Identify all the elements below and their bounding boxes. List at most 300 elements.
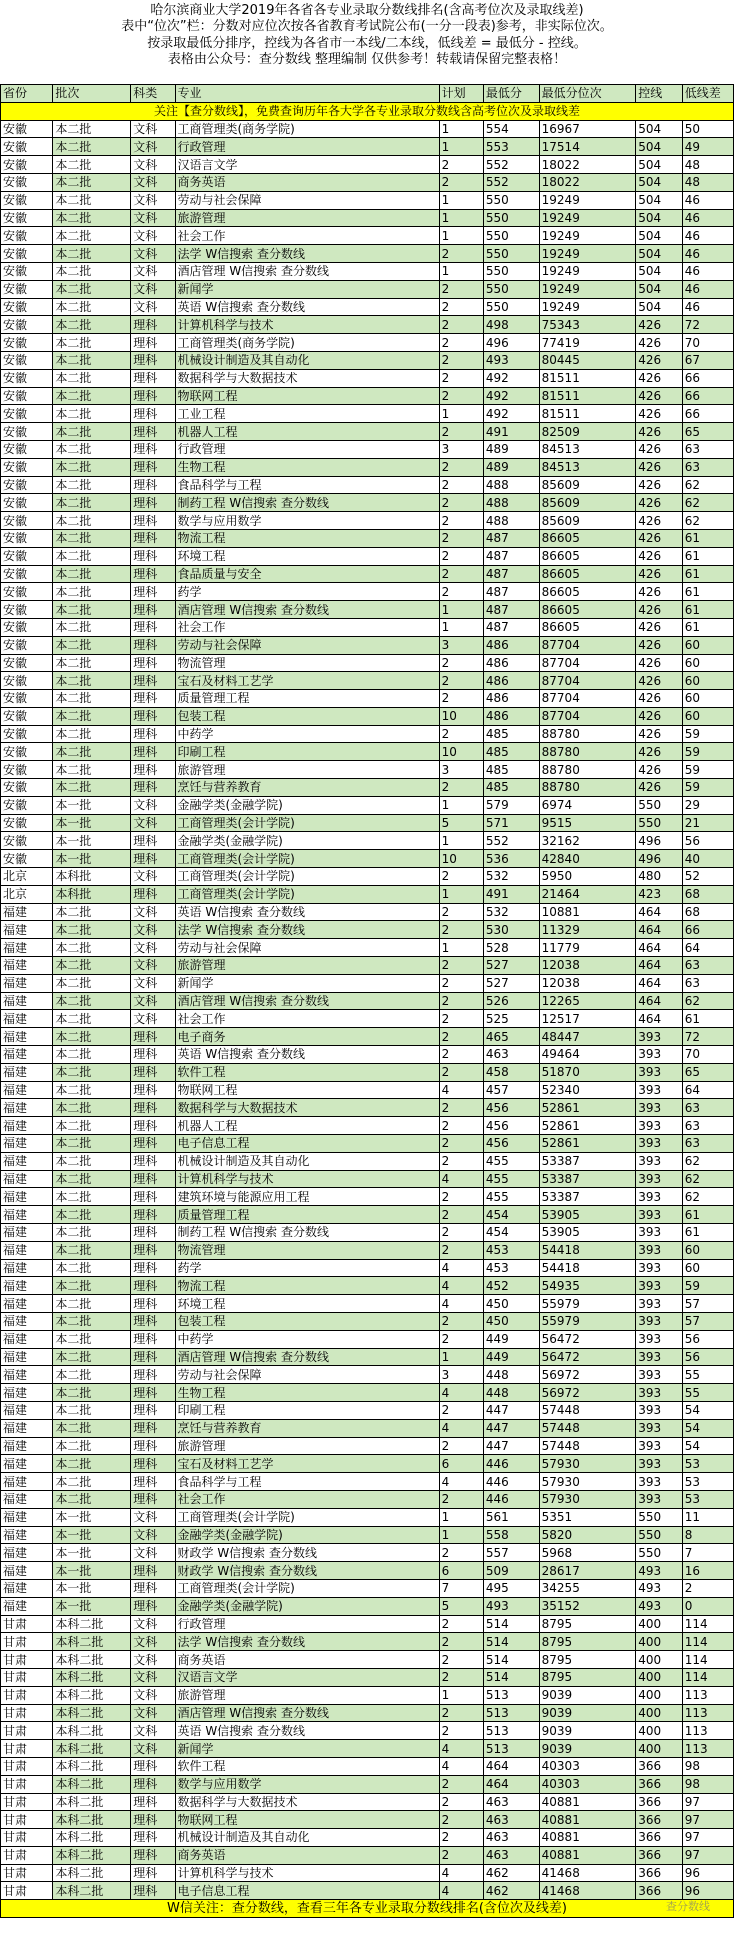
cell-province: 福建 xyxy=(1,1526,53,1544)
cell-major: 新闻学 xyxy=(175,280,439,298)
cell-plan: 2 xyxy=(439,690,483,708)
cell-line-diff: 8 xyxy=(682,1526,733,1544)
cell-batch: 本二批 xyxy=(53,1277,131,1295)
cell-major: 电子信息工程 xyxy=(175,1135,439,1153)
table-row xyxy=(1,405,734,423)
table-row xyxy=(1,423,734,441)
cell-control-line: 426 xyxy=(636,565,683,583)
cell-batch: 本二批 xyxy=(53,1295,131,1313)
cell-plan: 4 xyxy=(439,1259,483,1277)
cell-major: 数学与应用数学 xyxy=(175,1775,439,1793)
table-row xyxy=(1,1846,734,1864)
cell-control-line: 496 xyxy=(636,850,683,868)
cell-province: 福建 xyxy=(1,1224,53,1242)
cell-min-rank: 57930 xyxy=(539,1473,636,1491)
cell-category: 理科 xyxy=(131,636,175,654)
cell-min-rank: 12038 xyxy=(539,974,636,992)
cell-min-score: 447 xyxy=(483,1419,539,1437)
cell-plan: 4 xyxy=(439,1277,483,1295)
cell-min-score: 488 xyxy=(483,476,539,494)
cell-province: 安徽 xyxy=(1,636,53,654)
cell-control-line: 426 xyxy=(636,387,683,405)
cell-control-line: 504 xyxy=(636,191,683,209)
cell-min-score: 491 xyxy=(483,885,539,903)
cell-plan: 2 xyxy=(439,654,483,672)
cell-batch: 本二批 xyxy=(53,583,131,601)
cell-plan: 2 xyxy=(439,957,483,975)
cell-line-diff: 63 xyxy=(682,440,733,458)
cell-batch: 本二批 xyxy=(53,512,131,530)
cell-major: 法学 W信搜索 查分数线 xyxy=(175,1633,439,1651)
cell-category: 理科 xyxy=(131,1259,175,1277)
cell-line-diff: 60 xyxy=(682,707,733,725)
cell-province: 安徽 xyxy=(1,138,53,156)
cell-major: 旅游管理 xyxy=(175,1686,439,1704)
cell-min-rank: 8795 xyxy=(539,1668,636,1686)
cell-plan: 1 xyxy=(439,120,483,138)
cell-province: 安徽 xyxy=(1,280,53,298)
cell-plan: 4 xyxy=(439,1170,483,1188)
cell-line-diff: 48 xyxy=(682,173,733,191)
cell-category: 理科 xyxy=(131,1829,175,1847)
cell-line-diff: 65 xyxy=(682,1063,733,1081)
table-row xyxy=(1,298,734,316)
cell-category: 文科 xyxy=(131,868,175,886)
cell-line-diff: 62 xyxy=(682,476,733,494)
cell-control-line: 393 xyxy=(636,1117,683,1135)
cell-batch: 本二批 xyxy=(53,761,131,779)
cell-major: 质量管理工程 xyxy=(175,1206,439,1224)
cell-major: 食品质量与安全 xyxy=(175,565,439,583)
cell-batch: 本二批 xyxy=(53,1455,131,1473)
cell-batch: 本二批 xyxy=(53,725,131,743)
cell-control-line: 393 xyxy=(636,1152,683,1170)
cell-category: 文科 xyxy=(131,1740,175,1758)
cell-line-diff: 48 xyxy=(682,156,733,174)
cell-category: 文科 xyxy=(131,1651,175,1669)
cell-category: 理科 xyxy=(131,1348,175,1366)
cell-min-score: 552 xyxy=(483,173,539,191)
cell-category: 理科 xyxy=(131,654,175,672)
cell-batch: 本二批 xyxy=(53,1384,131,1402)
cell-major: 生物工程 xyxy=(175,1384,439,1402)
cell-batch: 本二批 xyxy=(53,1188,131,1206)
cell-control-line: 426 xyxy=(636,601,683,619)
cell-min-score: 487 xyxy=(483,547,539,565)
cell-min-score: 486 xyxy=(483,690,539,708)
cell-category: 理科 xyxy=(131,1099,175,1117)
cell-min-score: 532 xyxy=(483,903,539,921)
cell-min-score: 487 xyxy=(483,583,539,601)
table-row xyxy=(1,1740,734,1758)
cell-major: 金融学类(金融学院) xyxy=(175,1597,439,1615)
cell-min-score: 487 xyxy=(483,529,539,547)
table-row xyxy=(1,1615,734,1633)
table-row xyxy=(1,1188,734,1206)
table-row xyxy=(1,743,734,761)
cell-min-rank: 86605 xyxy=(539,583,636,601)
cell-category: 理科 xyxy=(131,512,175,530)
table-row xyxy=(1,1490,734,1508)
cell-line-diff: 53 xyxy=(682,1455,733,1473)
cell-major: 物流管理 xyxy=(175,654,439,672)
cell-line-diff: 59 xyxy=(682,743,733,761)
cell-major: 数据科学与大数据技术 xyxy=(175,369,439,387)
cell-control-line: 400 xyxy=(636,1615,683,1633)
cell-province: 安徽 xyxy=(1,405,53,423)
cell-control-line: 426 xyxy=(636,672,683,690)
admission-table xyxy=(0,84,734,1918)
cell-control-line: 393 xyxy=(636,1384,683,1402)
cell-batch: 本二批 xyxy=(53,209,131,227)
cell-plan: 2 xyxy=(439,512,483,530)
cell-major: 劳动与社会保障 xyxy=(175,636,439,654)
cell-major: 商务英语 xyxy=(175,173,439,191)
col-province: 省份 xyxy=(1,85,53,103)
cell-min-score: 453 xyxy=(483,1259,539,1277)
cell-batch: 本二批 xyxy=(53,1224,131,1242)
cell-category: 文科 xyxy=(131,298,175,316)
table-row xyxy=(1,1419,734,1437)
cell-major: 劳动与社会保障 xyxy=(175,191,439,209)
cell-control-line: 393 xyxy=(636,1135,683,1153)
cell-min-rank: 87704 xyxy=(539,707,636,725)
cell-major: 机械设计制造及其自动化 xyxy=(175,351,439,369)
table-row xyxy=(1,1597,734,1615)
cell-control-line: 504 xyxy=(636,173,683,191)
cell-batch: 本二批 xyxy=(53,1028,131,1046)
cell-plan: 2 xyxy=(439,1544,483,1562)
cell-batch: 本二批 xyxy=(53,1135,131,1153)
cell-min-score: 550 xyxy=(483,245,539,263)
cell-province: 安徽 xyxy=(1,191,53,209)
cell-min-rank: 84513 xyxy=(539,440,636,458)
cell-major: 酒店管理 W信搜索 查分数线 xyxy=(175,1704,439,1722)
cell-province: 福建 xyxy=(1,1135,53,1153)
cell-category: 文科 xyxy=(131,957,175,975)
cell-control-line: 366 xyxy=(636,1882,683,1900)
cell-plan: 2 xyxy=(439,974,483,992)
cell-min-score: 463 xyxy=(483,1829,539,1847)
cell-category: 理科 xyxy=(131,405,175,423)
cell-min-rank: 86605 xyxy=(539,618,636,636)
table-row xyxy=(1,796,734,814)
cell-province: 安徽 xyxy=(1,743,53,761)
cell-min-score: 486 xyxy=(483,636,539,654)
cell-plan: 2 xyxy=(439,458,483,476)
cell-category: 理科 xyxy=(131,725,175,743)
cell-batch: 本二批 xyxy=(53,227,131,245)
table-row xyxy=(1,690,734,708)
table-row xyxy=(1,1081,734,1099)
cell-line-diff: 97 xyxy=(682,1793,733,1811)
cell-plan: 2 xyxy=(439,1829,483,1847)
table-row xyxy=(1,974,734,992)
cell-min-score: 463 xyxy=(483,1811,539,1829)
cell-category: 理科 xyxy=(131,1206,175,1224)
table-row xyxy=(1,1775,734,1793)
cell-min-rank: 86605 xyxy=(539,547,636,565)
cell-major: 金融学类(金融学院) xyxy=(175,1526,439,1544)
cell-category: 文科 xyxy=(131,1633,175,1651)
cell-min-rank: 88780 xyxy=(539,761,636,779)
cell-line-diff: 98 xyxy=(682,1757,733,1775)
cell-line-diff: 59 xyxy=(682,1277,733,1295)
cell-min-rank: 17514 xyxy=(539,138,636,156)
cell-min-score: 493 xyxy=(483,1597,539,1615)
table-row xyxy=(1,1206,734,1224)
cell-batch: 本二批 xyxy=(53,529,131,547)
cell-major: 宝石及材料工艺学 xyxy=(175,1455,439,1473)
cell-min-rank: 34255 xyxy=(539,1579,636,1597)
table-row xyxy=(1,1473,734,1491)
cell-line-diff: 46 xyxy=(682,280,733,298)
page-header xyxy=(0,0,734,84)
footer-text: W信关注：查分数线，查看三年各专业录取分数线排名(含位次及线差) xyxy=(1,1900,734,1918)
cell-major: 旅游管理 xyxy=(175,957,439,975)
cell-province: 安徽 xyxy=(1,316,53,334)
cell-plan: 1 xyxy=(439,885,483,903)
cell-category: 理科 xyxy=(131,1330,175,1348)
cell-category: 文科 xyxy=(131,814,175,832)
cell-line-diff: 61 xyxy=(682,601,733,619)
table-row xyxy=(1,1117,734,1135)
cell-major: 机器人工程 xyxy=(175,1117,439,1135)
cell-province: 安徽 xyxy=(1,120,53,138)
table-row xyxy=(1,1686,734,1704)
cell-min-rank: 42840 xyxy=(539,850,636,868)
cell-min-rank: 19249 xyxy=(539,227,636,245)
cell-control-line: 493 xyxy=(636,1579,683,1597)
cell-province: 福建 xyxy=(1,1117,53,1135)
cell-province: 福建 xyxy=(1,1028,53,1046)
cell-control-line: 426 xyxy=(636,583,683,601)
cell-province: 安徽 xyxy=(1,494,53,512)
table-row xyxy=(1,1348,734,1366)
cell-plan: 5 xyxy=(439,814,483,832)
cell-plan: 2 xyxy=(439,529,483,547)
cell-province: 福建 xyxy=(1,1046,53,1064)
cell-min-score: 463 xyxy=(483,1046,539,1064)
cell-control-line: 464 xyxy=(636,1010,683,1028)
cell-min-rank: 81511 xyxy=(539,369,636,387)
table-row xyxy=(1,1295,734,1313)
cell-province: 福建 xyxy=(1,903,53,921)
cell-category: 理科 xyxy=(131,707,175,725)
cell-plan: 2 xyxy=(439,494,483,512)
table-row xyxy=(1,209,734,227)
cell-province: 甘肃 xyxy=(1,1882,53,1900)
cell-line-diff: 61 xyxy=(682,1010,733,1028)
cell-province: 福建 xyxy=(1,1473,53,1491)
cell-min-score: 456 xyxy=(483,1099,539,1117)
cell-control-line: 393 xyxy=(636,1046,683,1064)
cell-category: 文科 xyxy=(131,1686,175,1704)
col-line-diff: 低线差 xyxy=(682,85,733,103)
cell-category: 文科 xyxy=(131,120,175,138)
cell-line-diff: 66 xyxy=(682,387,733,405)
cell-province: 安徽 xyxy=(1,173,53,191)
cell-line-diff: 59 xyxy=(682,725,733,743)
cell-line-diff: 114 xyxy=(682,1633,733,1651)
cell-control-line: 393 xyxy=(636,1028,683,1046)
cell-plan: 2 xyxy=(439,1010,483,1028)
cell-province: 北京 xyxy=(1,868,53,886)
cell-province: 福建 xyxy=(1,921,53,939)
cell-control-line: 393 xyxy=(636,1241,683,1259)
cell-plan: 10 xyxy=(439,707,483,725)
cell-line-diff: 70 xyxy=(682,1046,733,1064)
cell-category: 理科 xyxy=(131,1401,175,1419)
cell-category: 理科 xyxy=(131,387,175,405)
notice-text: 关注【查分数线】，免费查询历年各大学各专业录取分数线含高考位次及录取线差 xyxy=(1,102,734,120)
cell-category: 理科 xyxy=(131,1028,175,1046)
cell-control-line: 504 xyxy=(636,280,683,298)
cell-min-score: 455 xyxy=(483,1152,539,1170)
cell-line-diff: 54 xyxy=(682,1437,733,1455)
cell-min-rank: 12038 xyxy=(539,957,636,975)
cell-major: 酒店管理 W信搜索 查分数线 xyxy=(175,601,439,619)
cell-min-rank: 8795 xyxy=(539,1651,636,1669)
cell-control-line: 504 xyxy=(636,298,683,316)
cell-control-line: 393 xyxy=(636,1437,683,1455)
cell-min-score: 553 xyxy=(483,138,539,156)
cell-min-rank: 53905 xyxy=(539,1206,636,1224)
cell-control-line: 426 xyxy=(636,423,683,441)
cell-category: 理科 xyxy=(131,316,175,334)
cell-major: 工商管理类(会计学院) xyxy=(175,885,439,903)
cell-control-line: 426 xyxy=(636,654,683,672)
cell-batch: 本二批 xyxy=(53,1366,131,1384)
cell-batch: 本二批 xyxy=(53,1117,131,1135)
cell-major: 工业工程 xyxy=(175,405,439,423)
cell-plan: 2 xyxy=(439,156,483,174)
cell-control-line: 393 xyxy=(636,1224,683,1242)
cell-min-score: 492 xyxy=(483,369,539,387)
cell-plan: 2 xyxy=(439,1099,483,1117)
cell-min-rank: 77419 xyxy=(539,334,636,352)
cell-control-line: 464 xyxy=(636,921,683,939)
cell-province: 安徽 xyxy=(1,262,53,280)
cell-category: 理科 xyxy=(131,761,175,779)
cell-min-rank: 53387 xyxy=(539,1170,636,1188)
cell-min-rank: 56972 xyxy=(539,1366,636,1384)
cell-province: 安徽 xyxy=(1,423,53,441)
cell-major: 酒店管理 W信搜索 查分数线 xyxy=(175,1348,439,1366)
cell-province: 福建 xyxy=(1,1099,53,1117)
cell-line-diff: 46 xyxy=(682,245,733,263)
table-row xyxy=(1,476,734,494)
table-row xyxy=(1,316,734,334)
cell-plan: 1 xyxy=(439,262,483,280)
cell-min-rank: 80445 xyxy=(539,351,636,369)
cell-min-rank: 19249 xyxy=(539,262,636,280)
cell-min-rank: 49464 xyxy=(539,1046,636,1064)
cell-category: 理科 xyxy=(131,565,175,583)
cell-batch: 本科二批 xyxy=(53,1864,131,1882)
cell-plan: 4 xyxy=(439,1757,483,1775)
cell-line-diff: 21 xyxy=(682,814,733,832)
cell-category: 理科 xyxy=(131,1081,175,1099)
table-row xyxy=(1,1046,734,1064)
cell-min-rank: 85609 xyxy=(539,476,636,494)
cell-plan: 2 xyxy=(439,369,483,387)
cell-min-rank: 87704 xyxy=(539,690,636,708)
cell-major: 英语 W信搜索 查分数线 xyxy=(175,1722,439,1740)
cell-batch: 本一批 xyxy=(53,832,131,850)
cell-min-score: 487 xyxy=(483,601,539,619)
table-row xyxy=(1,1651,734,1669)
cell-batch: 本二批 xyxy=(53,458,131,476)
table-row xyxy=(1,1722,734,1740)
cell-min-score: 552 xyxy=(483,832,539,850)
cell-plan: 3 xyxy=(439,636,483,654)
cell-line-diff: 57 xyxy=(682,1295,733,1313)
cell-min-score: 448 xyxy=(483,1384,539,1402)
cell-province: 安徽 xyxy=(1,707,53,725)
table-row xyxy=(1,458,734,476)
cell-min-rank: 5820 xyxy=(539,1526,636,1544)
cell-control-line: 464 xyxy=(636,939,683,957)
table-row xyxy=(1,351,734,369)
table-row xyxy=(1,334,734,352)
cell-batch: 本二批 xyxy=(53,707,131,725)
cell-line-diff: 65 xyxy=(682,423,733,441)
cell-min-rank: 11329 xyxy=(539,921,636,939)
cell-batch: 本二批 xyxy=(53,1401,131,1419)
cell-category: 理科 xyxy=(131,1757,175,1775)
cell-control-line: 426 xyxy=(636,316,683,334)
cell-min-score: 456 xyxy=(483,1117,539,1135)
cell-category: 理科 xyxy=(131,618,175,636)
cell-batch: 本一批 xyxy=(53,1579,131,1597)
cell-min-rank: 86605 xyxy=(539,601,636,619)
table-row xyxy=(1,1099,734,1117)
cell-batch: 本科二批 xyxy=(53,1686,131,1704)
cell-major: 英语 W信搜索 查分数线 xyxy=(175,1046,439,1064)
cell-batch: 本二批 xyxy=(53,298,131,316)
cell-province: 北京 xyxy=(1,885,53,903)
table-header-row xyxy=(1,85,734,103)
cell-category: 理科 xyxy=(131,832,175,850)
cell-min-rank: 5968 xyxy=(539,1544,636,1562)
cell-min-rank: 55979 xyxy=(539,1312,636,1330)
cell-plan: 7 xyxy=(439,1579,483,1597)
cell-min-rank: 40881 xyxy=(539,1811,636,1829)
cell-plan: 2 xyxy=(439,547,483,565)
cell-category: 理科 xyxy=(131,1882,175,1900)
cell-control-line: 426 xyxy=(636,440,683,458)
cell-plan: 2 xyxy=(439,1135,483,1153)
cell-category: 文科 xyxy=(131,992,175,1010)
cell-province: 安徽 xyxy=(1,547,53,565)
cell-category: 理科 xyxy=(131,1579,175,1597)
cell-control-line: 400 xyxy=(636,1740,683,1758)
cell-min-score: 526 xyxy=(483,992,539,1010)
cell-control-line: 366 xyxy=(636,1793,683,1811)
cell-major: 金融学类(金融学院) xyxy=(175,796,439,814)
cell-major: 印刷工程 xyxy=(175,1401,439,1419)
cell-major: 工商管理类(商务学院) xyxy=(175,334,439,352)
cell-category: 理科 xyxy=(131,334,175,352)
cell-plan: 1 xyxy=(439,618,483,636)
cell-control-line: 504 xyxy=(636,138,683,156)
cell-control-line: 464 xyxy=(636,974,683,992)
cell-province: 安徽 xyxy=(1,761,53,779)
cell-min-rank: 87704 xyxy=(539,672,636,690)
cell-min-score: 465 xyxy=(483,1028,539,1046)
cell-major: 数据科学与大数据技术 xyxy=(175,1793,439,1811)
